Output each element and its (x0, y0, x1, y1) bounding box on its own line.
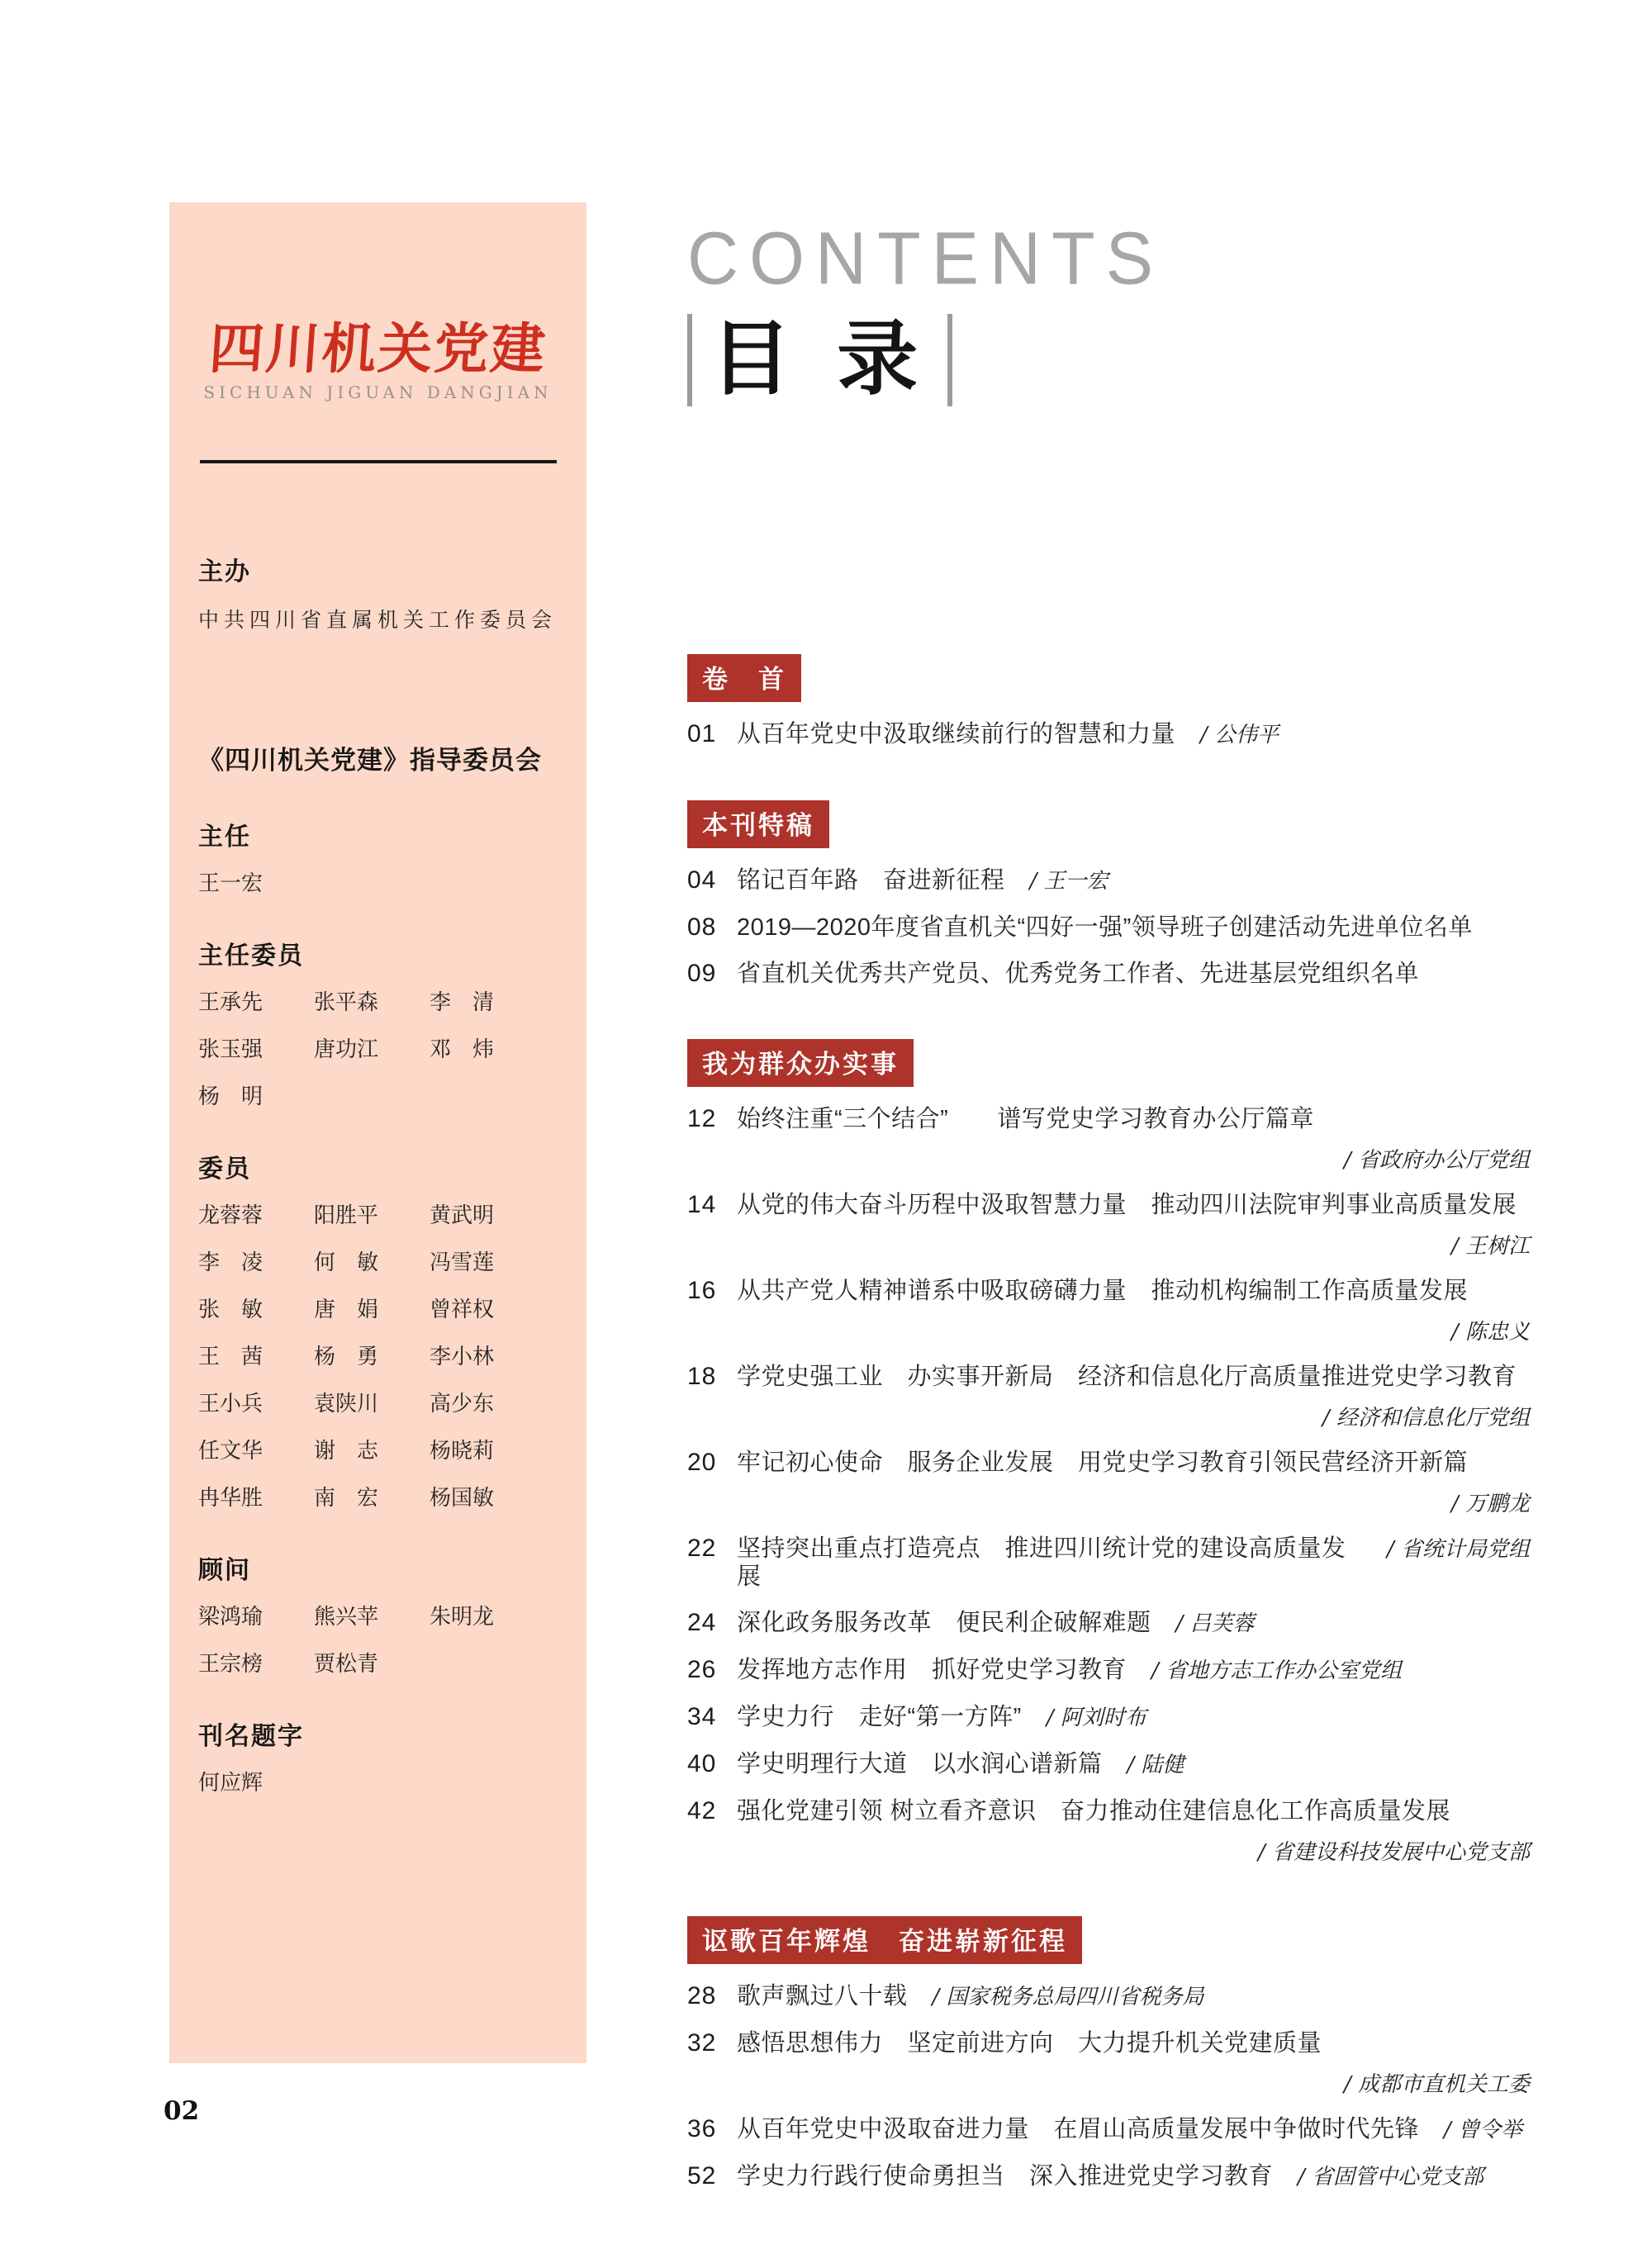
contents-title-en: CONTENTS (687, 216, 1164, 301)
member-name: 王承先 (198, 989, 263, 1015)
toc-section (687, 800, 1530, 988)
toc-entry-author: / 省地方志工作办公室党组 (1151, 1658, 1403, 1683)
toc-entry (687, 960, 1530, 988)
toc-entry-title: 从百年党史中汲取继续前行的智慧和力量 (737, 721, 1176, 747)
member-name: 王宗榜 (198, 1651, 263, 1677)
publisher-label: 主办 (198, 558, 251, 586)
name-row (198, 1298, 558, 1321)
toc-entry-author: / 省建设科技发展中心党支部 (1257, 1840, 1530, 1865)
toc-entry (687, 1535, 1530, 1591)
committee-title: 《四川机关党建》指导委员会 (198, 745, 542, 775)
toc-entry-page-number: 14 (687, 1191, 717, 1218)
toc-entry-author: / 省政府办公厅党组 (1343, 1148, 1530, 1173)
toc-entry (687, 2115, 1530, 2144)
member-name: 熊兴苹 (314, 1604, 379, 1630)
toc-entry (687, 2029, 1530, 2057)
section-badge: 卷 首 (687, 654, 801, 702)
toc-entry (687, 1609, 1530, 1638)
magazine-logo-title: 四川机关党建 (206, 316, 549, 381)
sidebar-group (198, 1549, 558, 1676)
publisher-name: 中共四川省直属机关工作委员会 (198, 607, 558, 632)
toc-entry-title: 从百年党史中汲取奋进力量 在眉山高质量发展中争做时代先锋 (737, 2116, 1420, 2142)
toc-entry-title: 学史力行践行使命勇担当 深入推进党史学习教育 (737, 2163, 1274, 2190)
member-name: 张平森 (314, 989, 379, 1015)
toc-entry-page-number: 12 (687, 1105, 717, 1132)
toc-column (687, 216, 1530, 2191)
sidebar-group-label: 主任 (198, 823, 251, 851)
page-number: 02 (164, 2096, 200, 2126)
toc-entry-page-number: 42 (687, 1797, 717, 1824)
member-name: 朱明龙 (430, 1604, 495, 1630)
toc-entry-page-number: 52 (687, 2162, 717, 2190)
toc-entry-title: 2019—2020年度省直机关“四好一强”领导班子创建活动先进单位名单 (737, 914, 1473, 941)
toc-entry (687, 1105, 1530, 1133)
member-name: 高少东 (430, 1391, 495, 1416)
toc-entry-title: 学党史强工业 办实事开新局 经济和信息化厅高质量推进党史学习教育 (737, 1364, 1517, 1390)
toc-entry-author: / 陆健 (1127, 1753, 1184, 1777)
name-row (198, 1038, 558, 1061)
member-name: 袁陕川 (314, 1391, 379, 1416)
name-row (198, 1653, 558, 1676)
publisher-block (198, 551, 558, 633)
right-rule-bar (947, 314, 952, 406)
name-row (198, 991, 558, 1014)
member-name: 龙蓉蓉 (198, 1203, 263, 1228)
toc-entry-title: 铭记百年路 奋进新征程 (737, 867, 1005, 894)
name-row (198, 1772, 558, 1795)
name-row (198, 1606, 558, 1629)
toc-entry (687, 1797, 1530, 1825)
toc-entry (687, 2162, 1530, 2191)
toc-entry-author: / 经济和信息化厅党组 (1322, 1406, 1530, 1431)
toc-entry-author: / 公伟平 (1200, 723, 1279, 747)
toc-entry-author: / 国家税务总局四川省税务局 (932, 1985, 1204, 2009)
toc-entry (687, 1703, 1530, 1732)
toc-entry-title: 歌声飘过八十载 (737, 1983, 908, 2009)
toc-entry-page-number: 04 (687, 866, 717, 894)
toc-entry-page-number: 32 (687, 2029, 717, 2057)
name-row (198, 1345, 558, 1369)
member-name: 唐功江 (314, 1037, 379, 1062)
toc-entry-author: / 王树江 (1450, 1234, 1530, 1259)
sidebar-group (198, 816, 558, 895)
member-name: 王 茜 (198, 1344, 263, 1369)
toc-entry-title: 坚持突出重点打造亮点 推进四川统计党的建设高质量发展 (737, 1535, 1346, 1590)
toc-section (687, 1916, 1530, 2191)
toc-entry-title: 强化党建引领 树立看齐意识 奋力推动住建信息化工作高质量发展 (737, 1798, 1451, 1824)
toc-entry-title: 始终注重“三个结合” 谱写党史学习教育办公厅篇章 (737, 1106, 1314, 1132)
member-name: 张玉强 (198, 1037, 263, 1062)
toc-entry-title: 感悟思想伟力 坚定前进方向 大力提升机关党建质量 (737, 2030, 1322, 2057)
toc-entry-page-number: 40 (687, 1750, 717, 1777)
section-badge: 本刊特稿 (687, 800, 829, 848)
toc-entry-author: / 成都市直机关工委 (1343, 2072, 1530, 2097)
sidebar-group (198, 1715, 558, 1795)
name-row (198, 1487, 558, 1510)
toc-entry-page-number: 20 (687, 1449, 717, 1476)
sidebar-group-label: 主任委员 (198, 942, 304, 970)
toc-sections (687, 654, 1530, 2191)
contents-title-row (687, 314, 1530, 406)
sidebar-divider (200, 460, 557, 463)
toc-entry-author: / 曾令举 (1444, 2118, 1523, 2142)
toc-entry-author: / 万鹏龙 (1450, 1492, 1530, 1516)
toc-entry-page-number: 34 (687, 1703, 717, 1730)
name-row (198, 1085, 558, 1108)
toc-entry-title: 牢记初心使命 服务企业发展 用党史学习教育引领民营经济开新篇 (737, 1450, 1469, 1476)
toc-entry-title: 深化政务服务改革 便民利企破解难题 (737, 1610, 1151, 1636)
contents-title-cn: 目 录 (710, 313, 930, 404)
name-row (198, 872, 558, 895)
committee-groups (198, 816, 558, 1795)
toc-entry-author: / 陈忠义 (1450, 1320, 1530, 1345)
toc-entry (687, 913, 1530, 942)
toc-entry-title: 从党的伟大奋斗历程中汲取智慧力量 推动四川法院审判事业高质量发展 (737, 1192, 1517, 1218)
toc-entry-page-number: 01 (687, 720, 717, 747)
member-name: 何应辉 (198, 1770, 263, 1796)
toc-entry (687, 720, 1530, 749)
member-name: 梁鸿瑜 (198, 1604, 263, 1630)
toc-entry-author: / 吕芙蓉 (1175, 1611, 1255, 1636)
toc-entry-title: 从共产党人精神谱系中吸取磅礴力量 推动机构编制工作高质量发展 (737, 1278, 1469, 1304)
name-row (198, 1393, 558, 1416)
toc-entry (687, 1982, 1530, 2011)
toc-entry-title: 学史力行 走好“第一方阵” (737, 1704, 1022, 1730)
toc-entry-author: / 阿刘时布 (1046, 1706, 1146, 1730)
member-name: 曾祥权 (430, 1297, 495, 1322)
member-name: 杨国敏 (430, 1485, 495, 1511)
sidebar-panel (169, 202, 586, 2063)
toc-entry-author: / 王一宏 (1029, 869, 1108, 894)
toc-entry (687, 1750, 1530, 1779)
member-name: 杨 明 (198, 1084, 263, 1109)
toc-entry-page-number: 26 (687, 1656, 717, 1683)
magazine-logo-subtitle: SICHUAN JIGUAN DANGJIAN (203, 382, 553, 402)
toc-entry-page-number: 24 (687, 1609, 717, 1636)
toc-entry-page-number: 09 (687, 960, 717, 987)
member-name: 贾松青 (314, 1651, 379, 1677)
name-row (198, 1440, 558, 1463)
member-name: 任文华 (198, 1438, 263, 1464)
member-name: 邓 炜 (430, 1037, 495, 1062)
name-row (198, 1251, 558, 1274)
member-name: 冯雪莲 (430, 1250, 495, 1275)
toc-entry (687, 866, 1530, 895)
member-name: 黄武明 (430, 1203, 495, 1228)
section-badge: 我为群众办实事 (687, 1039, 914, 1087)
toc-entry (687, 1449, 1530, 1477)
name-row (198, 1204, 558, 1227)
sidebar-group-label: 顾问 (198, 1556, 251, 1584)
sidebar-group-label: 委员 (198, 1155, 251, 1183)
toc-section (687, 1039, 1530, 1865)
toc-entry-author: / 省统计局党组 (1386, 1537, 1530, 1562)
member-name: 王小兵 (198, 1391, 263, 1416)
toc-entry-title: 发挥地方志作用 抓好党史学习教育 (737, 1657, 1127, 1683)
member-name: 阳胜平 (314, 1203, 379, 1228)
sidebar-group (198, 935, 558, 1108)
sidebar-group-label: 刊名题字 (198, 1722, 304, 1750)
toc-entry-page-number: 16 (687, 1277, 717, 1304)
toc-entry-title: 省直机关优秀共产党员、优秀党务工作者、先进基层党组织名单 (737, 961, 1420, 987)
toc-entry-page-number: 22 (687, 1535, 717, 1562)
toc-entry-page-number: 36 (687, 2115, 717, 2142)
toc-entry-page-number: 18 (687, 1363, 717, 1390)
member-name: 李小林 (430, 1344, 495, 1369)
toc-entry-title: 学史明理行大道 以水润心谱新篇 (737, 1751, 1103, 1777)
member-name: 何 敏 (314, 1250, 379, 1275)
toc-entry (687, 1277, 1530, 1305)
toc-entry-page-number: 28 (687, 1982, 717, 2009)
member-name: 李 凌 (198, 1250, 263, 1275)
member-name: 张 敏 (198, 1297, 263, 1322)
member-name: 唐 娟 (314, 1297, 379, 1322)
toc-entry (687, 1656, 1530, 1685)
sidebar-group (198, 1148, 558, 1510)
toc-entry-page-number: 08 (687, 913, 717, 941)
member-name: 王一宏 (198, 871, 263, 896)
member-name: 冉华胜 (198, 1485, 263, 1511)
toc-entry-author: / 省固管中心党支部 (1298, 2165, 1484, 2190)
member-name: 南 宏 (314, 1485, 379, 1511)
toc-entry (687, 1191, 1530, 1219)
member-name: 谢 志 (314, 1438, 379, 1464)
member-name: 李 清 (430, 989, 495, 1015)
member-name: 杨 勇 (314, 1344, 379, 1369)
toc-entry (687, 1363, 1530, 1391)
toc-section (687, 654, 1530, 749)
section-badge: 讴歌百年辉煌 奋进崭新征程 (687, 1916, 1082, 1964)
member-name: 杨晓莉 (430, 1438, 495, 1464)
